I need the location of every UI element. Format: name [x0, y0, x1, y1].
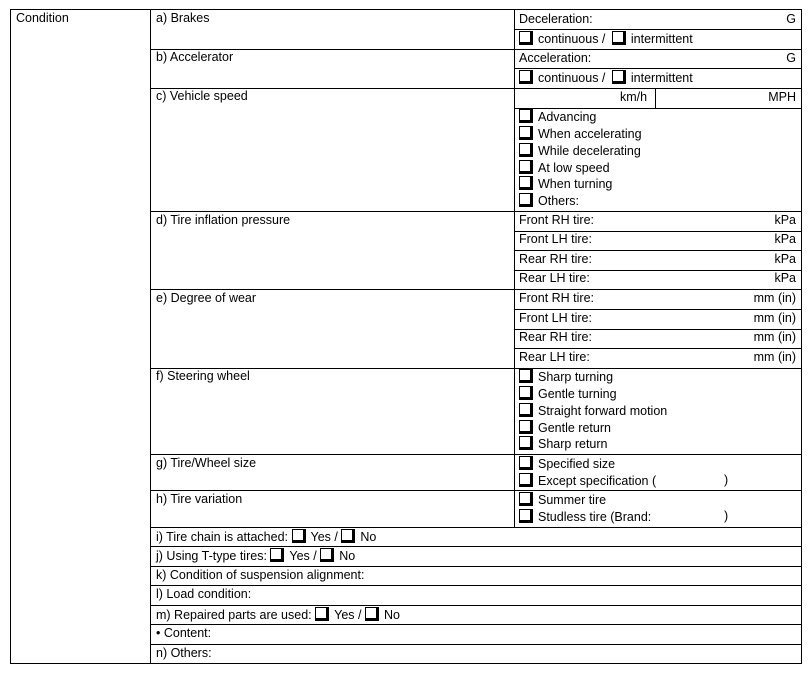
checkbox-while-decelerating[interactable]: [519, 143, 533, 157]
condition-form: [10, 9, 802, 664]
pressure-row-unit: kPa: [774, 252, 796, 266]
brakes-continuous-label: continuous /: [538, 32, 606, 46]
pressure-row-unit: kPa: [774, 232, 796, 246]
checkbox-when-turning[interactable]: [519, 176, 533, 190]
checkbox-straight-forward[interactable]: [519, 403, 533, 417]
option-label: At low speed: [538, 161, 610, 175]
accel-intermittent-label: intermittent: [630, 71, 693, 85]
vehicle-speed-label: c) Vehicle speed: [156, 89, 248, 103]
checkbox-sharp-return[interactable]: [519, 436, 533, 450]
repaired-row: [156, 607, 400, 623]
checkbox-studless-tire[interactable]: [519, 509, 533, 523]
row-sep: [150, 546, 802, 547]
row-sep: [150, 490, 802, 491]
row-sep: [150, 605, 802, 606]
deceleration-unit: G: [786, 12, 796, 26]
sub-row-sep: [514, 348, 802, 349]
pressure-row-name: Front LH tire:: [519, 232, 592, 246]
row-sep: [150, 644, 802, 645]
acceleration-label: Acceleration:: [519, 51, 592, 65]
row-sep: [150, 527, 802, 528]
sub-row-sep: [514, 309, 802, 310]
yes-label: Yes /: [310, 530, 338, 544]
wear-row-name: Front LH tire:: [519, 311, 592, 325]
tire-pressure-label: d) Tire inflation pressure: [156, 213, 291, 227]
sub-row-sep: [514, 250, 802, 251]
tire-variation-option: [519, 492, 606, 508]
steering-option: [519, 420, 611, 436]
accelerator-label: b) Accelerator: [156, 50, 234, 64]
checkbox-gentle-turning[interactable]: [519, 386, 533, 400]
pressure-row-name: Rear LH tire:: [519, 271, 590, 285]
row-sep: [150, 289, 802, 290]
option-label: Sharp return: [538, 437, 608, 451]
pressure-row-unit: kPa: [774, 271, 796, 285]
no-label: No: [383, 608, 400, 622]
speed-option: [519, 126, 642, 142]
pressure-row-name: Rear RH tire:: [519, 252, 592, 266]
close-paren: ): [724, 473, 729, 487]
wheel-size-option: [519, 456, 615, 472]
option-label: Straight forward motion: [538, 404, 668, 418]
row-sep: [150, 585, 802, 586]
wear-row-unit: mm (in): [753, 350, 796, 364]
checkbox-sharp-turning[interactable]: [519, 369, 533, 383]
tire-chain-row: [156, 529, 376, 545]
option-label: Gentle turning: [538, 387, 617, 401]
checkbox-summer-tire[interactable]: [519, 492, 533, 506]
divider-speed-units: [655, 88, 656, 108]
wear-row-unit: mm (in): [753, 311, 796, 325]
wear-label: e) Degree of wear: [156, 291, 257, 305]
content-label: • Content:: [156, 626, 212, 640]
row-sep: [150, 454, 802, 455]
wheel-size-label: g) Tire/Wheel size: [156, 456, 257, 470]
checkbox-except-specification[interactable]: [519, 473, 533, 487]
wear-row-name: Rear LH tire:: [519, 350, 590, 364]
border-left: [10, 9, 11, 664]
brakes-pattern: [519, 31, 693, 47]
speed-option: [519, 193, 579, 209]
others-label: n) Others:: [156, 646, 212, 660]
steering-option: [519, 369, 613, 385]
option-label: Specified size: [538, 457, 616, 471]
tire-variation-label: h) Tire variation: [156, 492, 243, 506]
row-sep: [150, 566, 802, 567]
yes-label: Yes /: [334, 608, 362, 622]
wear-row-unit: mm (in): [753, 291, 796, 305]
pressure-row-unit: kPa: [774, 213, 796, 227]
no-label: No: [339, 549, 356, 563]
accel-continuous-label: continuous /: [538, 71, 606, 85]
checkbox-repaired-yes[interactable]: [315, 607, 329, 621]
repaired-label: m) Repaired parts are used:: [156, 608, 312, 622]
wear-row-name: Rear RH tire:: [519, 330, 592, 344]
speed-option: [519, 143, 641, 159]
checkbox-gentle-return[interactable]: [519, 420, 533, 434]
checkbox-others[interactable]: [519, 193, 533, 207]
wear-row-unit: mm (in): [753, 330, 796, 344]
checkbox-repaired-no[interactable]: [365, 607, 379, 621]
row-sep: [150, 49, 802, 50]
border-top: [10, 9, 802, 10]
row-sep: [150, 624, 802, 625]
option-label: While decelerating: [538, 144, 641, 158]
tire-chain-label: i) Tire chain is attached:: [156, 530, 289, 544]
steering-option: [519, 436, 607, 452]
option-label: Gentle return: [538, 421, 611, 435]
condition-label: Condition: [16, 11, 69, 25]
speed-unit-mph: MPH: [768, 90, 796, 104]
checkbox-brakes-intermittent[interactable]: [612, 31, 626, 45]
acceleration-unit: G: [786, 51, 796, 65]
suspension-label: k) Condition of suspension alignment:: [156, 568, 365, 582]
speed-unit-kmh: km/h: [620, 90, 648, 104]
deceleration-label: Deceleration:: [519, 12, 593, 26]
checkbox-tire-chain-yes[interactable]: [292, 529, 306, 543]
pressure-row-name: Front RH tire:: [519, 213, 595, 227]
checkbox-t-type-yes[interactable]: [270, 548, 284, 562]
border-bottom: [10, 663, 802, 664]
checkbox-when-accelerating[interactable]: [519, 126, 533, 140]
wear-row-name: Front RH tire:: [519, 291, 595, 305]
option-label: When turning: [538, 177, 613, 191]
steering-option: [519, 403, 667, 419]
t-type-row: [156, 548, 355, 564]
option-label: Advancing: [538, 110, 597, 124]
row-sep: [150, 211, 802, 212]
checkbox-specified-size[interactable]: [519, 456, 533, 470]
checkbox-brakes-continuous[interactable]: [519, 31, 533, 45]
checkbox-accel-continuous[interactable]: [519, 70, 533, 84]
option-label: Sharp turning: [538, 370, 614, 384]
wheel-size-option: [519, 473, 656, 489]
brakes-label: a) Brakes: [156, 11, 210, 25]
checkbox-t-type-no[interactable]: [320, 548, 334, 562]
t-type-label: j) Using T-type tires:: [156, 549, 267, 563]
checkbox-tire-chain-no[interactable]: [341, 529, 355, 543]
option-label: Except specification (: [538, 474, 657, 488]
accelerator-pattern: [519, 70, 693, 86]
option-label: Others:: [538, 194, 579, 208]
option-label: Studless tire (Brand:: [538, 510, 652, 524]
checkbox-at-low-speed[interactable]: [519, 160, 533, 174]
sub-row-sep: [514, 29, 802, 30]
option-label: Summer tire: [538, 493, 607, 507]
brakes-intermittent-label: intermittent: [630, 32, 693, 46]
speed-option: [519, 109, 596, 125]
option-label: When accelerating: [538, 127, 642, 141]
sub-row-sep: [514, 68, 802, 69]
yes-label: Yes /: [289, 549, 317, 563]
steering-label: f) Steering wheel: [156, 369, 250, 383]
steering-option: [519, 386, 617, 402]
checkbox-accel-intermittent[interactable]: [612, 70, 626, 84]
load-label: l) Load condition:: [156, 587, 252, 601]
checkbox-advancing[interactable]: [519, 109, 533, 123]
speed-option: [519, 176, 612, 192]
divider-value-column: [514, 9, 515, 527]
tire-variation-option: [519, 509, 651, 525]
speed-option: [519, 160, 610, 176]
close-paren: ): [724, 509, 729, 523]
no-label: No: [360, 530, 377, 544]
